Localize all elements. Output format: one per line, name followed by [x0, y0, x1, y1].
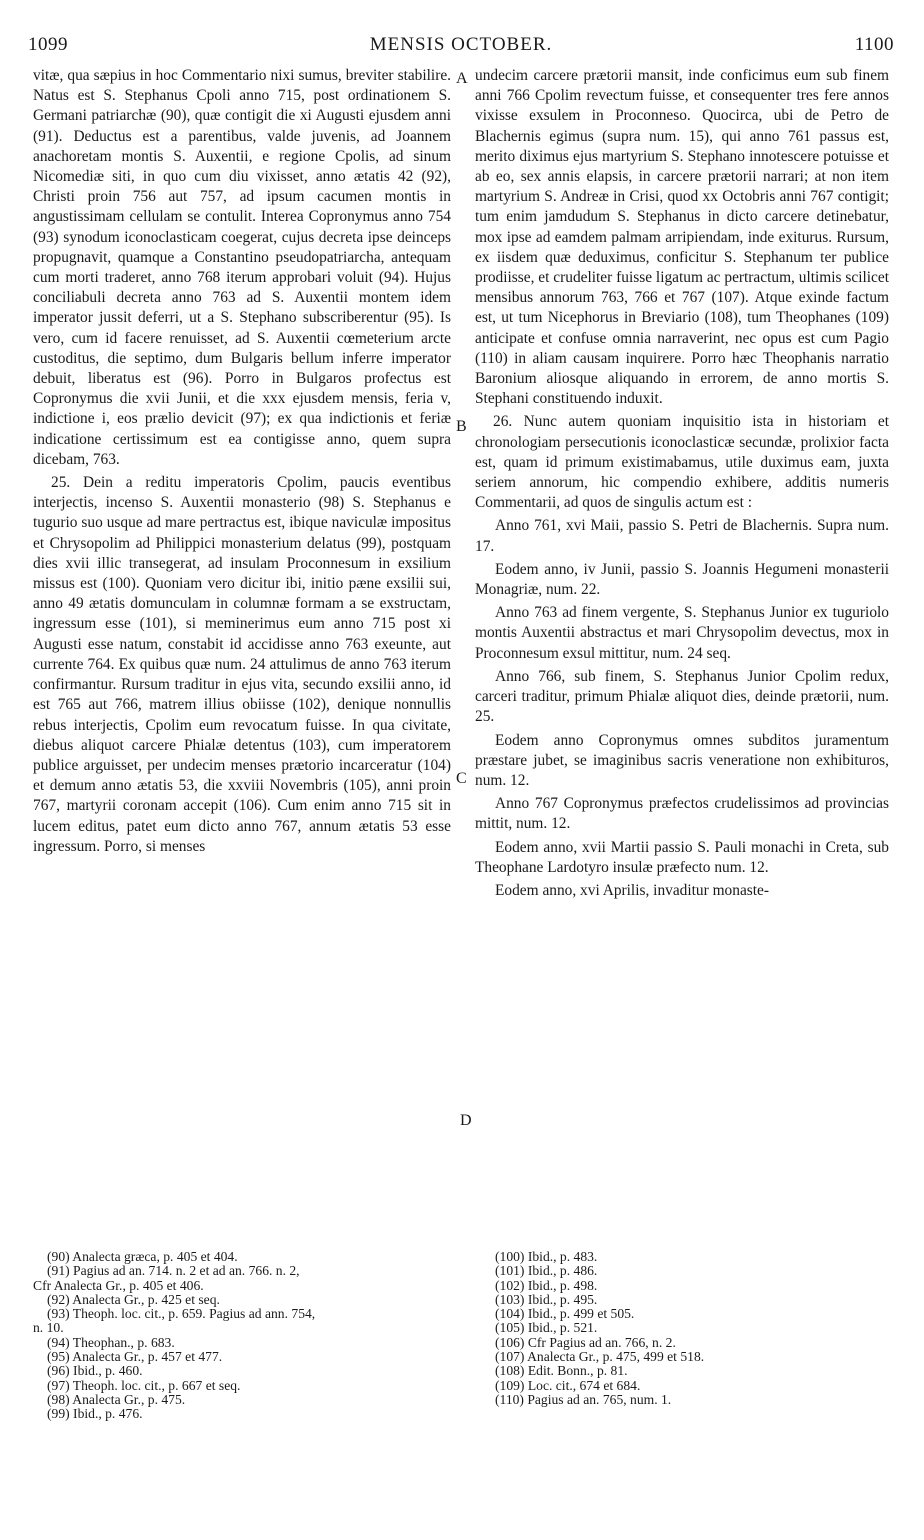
chronology-entry: Eodem anno, iv Junii, passio S. Joannis Hegumeni monasterii Monagriæ, num. 22. [475, 560, 889, 599]
chronology-entry: Eodem anno Copronymus omnes subditos juramentum præstare jubet, se imaginibus sacris veneratione non exhibituros, num. 12. [475, 731, 889, 789]
left-text-column [33, 66, 451, 857]
footnote: (105) Ibid., p. 521. [495, 1320, 598, 1336]
paragraph: vitæ, qua sæpius in hoc Commentario nixi sumus, breviter stabilire. Natus est S. Stephanus Cpoli anno 715, post ordinationem S. Germani patriarchæ (90), quæ contigit die xi Augusti ejusdem anni (91). Deductus est a parentibus, valde juvenis, ad Joannem anachoretam montis S. Auxentii, e regione Cpolis, ad sinum Nicomediæ siti, in quo cum diu vixisset, anno ætatis 42 (92), Christi proin 756 aut 757, ad ipsum cacumen montis in angustissimam cellulam se contulit. Interea Copronymus anno 754 (93) synodum iconoclasticam coegerat, cujus decreta ipse deinceps propugnavit, quamque a Constantino pseudopatriarcha, antequam cum morti traderet, anno 768 iterum approbari voluit (94). Hujus conciliabuli decreta anno 763 ad S. Auxentii montem idem imperator jussit deferri, ut a S. Stephano subscriberentur (95). Is vero, cum id facere renuisset, ad S. Auxentii cœmeterium arcte custoditus, die septimo, dum Bulgaris bellum inferre imperator debuit, liberatus est (96). Porro in Bulgaros profectus est Copronymus die xvii Junii, et die xxx ejusdem mensis, feria v, indictione i, eos prælio devicit (97); ex qua indictionis et feriæ indicatione certissimum est ea contigisse anno, quem supra dicebam, 763. [33, 67, 451, 468]
chronology-entry: Anno 767 Copronymus præfectos crudelissimos ad provincias mittit, num. 12. [475, 795, 889, 833]
footnote: (90) Analecta græca, p. 405 et 404. [47, 1249, 238, 1264]
running-header [28, 34, 894, 60]
footnote: (100) Ibid., p. 483. [495, 1249, 598, 1264]
footnote: (106) Cfr Pagius ad an. 766, n. 2. [495, 1334, 676, 1350]
margin-mark-b: B [456, 418, 467, 435]
footnote: (98) Analecta Gr., p. 475. [47, 1391, 186, 1407]
running-title: MENSIS OCTOBER. [369, 34, 553, 55]
footnote: (93) Theoph. loc. cit., p. 659. Pagius ad ann. 754, [47, 1306, 316, 1322]
footnotes-right [495, 1250, 885, 1407]
chronology-entry: Eodem anno, xvii Martii passio S. Pauli monachi in Creta, sub Theophane Lardotyro insulæ præfecto num. 12. [475, 838, 889, 876]
footnote: (103) Ibid., p. 495. [495, 1291, 598, 1307]
right-text-column [475, 66, 889, 901]
paragraph: 25. Dein a reditu imperatoris Cpolim, paucis eventibus interjectis, incenso S. Auxentii monasterio (98) S. Stephanus e tugurio suo usque ad mare pertractus est, ibique naviculæ impositus et Chrysopolim ad Philippici monasterium delatus (99), postquam dies xvii illic transegerat, ad insulam Proconnesum in exsilium missus est (100). Quoniam vero dicitur ibi, initio pæne exsilii sui, anno 49 ætatis domunculam in columnæ formam a se exstructam, ingressum esse (101), si meminerimus eum anno 715 post xi Augusti esse natum, constabit id accidisse anno 763 exeunte, aut currente 764. Ex quibus quæ num. 24 attulimus de anno 763 iterum confirmantur. Rursum traditur in ejus vita, secundo exsilii anno, id est 765 aut 766, matrem illius obiisse (102), denique nonnullis rebus interjectis, Cpolim eum revocatum fuisse. In qua civitate, diebus aliquot carcere Phialæ detentus (103), cum imperatorem publice arguisset, per undecim menses prætorio incarceratur (104) et demum anno ætatis 53, die xxviii Novembris (105), anni proin 767, martyrii coronam accepit (106). Cum enim anno 715 sit in lucem editus, patet eum dicto anno 767, annum ætatis 53 esse ingressum. Porro, si menses [33, 474, 451, 855]
footnote: (101) Ibid., p. 486. [495, 1263, 598, 1279]
footnote: (109) Loc. cit., 674 et 684. [495, 1377, 641, 1393]
footnote: (102) Ibid., p. 498. [495, 1277, 598, 1293]
footnote: (94) Theophan., p. 683. [47, 1334, 175, 1350]
footnote: (110) Pagius ad an. 765, num. 1. [495, 1391, 672, 1407]
page-number-left: 1099 [28, 34, 68, 55]
footnote: (95) Analecta Gr., p. 457 et 477. [47, 1349, 223, 1365]
footnote: (104) Ibid., p. 499 et 505. [495, 1306, 635, 1322]
footnote: (107) Analecta Gr., p. 475, 499 et 518. [495, 1349, 705, 1365]
footnote: (92) Analecta Gr., p. 425 et seq. [47, 1291, 220, 1307]
footnotes-left [33, 1250, 453, 1422]
footnote: (91) Pagius ad an. 714. n. 2 et ad an. 766. n. 2, [47, 1263, 300, 1279]
chronology-entry: Anno 761, xvi Maii, passio S. Petri de Blachernis. Supra num. 17. [475, 517, 889, 555]
chronology-entry: Anno 763 ad finem vergente, S. Stephanus Junior ex tuguriolo montis Auxentii abstractus et mari Chrysopolim devectus, mox in Proconnesum exsul mittitur, num. 24 seq. [475, 604, 889, 662]
footnote: n. 10. [33, 1320, 64, 1336]
footnote: Cfr Analecta Gr., p. 405 et 406. [33, 1277, 204, 1293]
footnote: (97) Theoph. loc. cit., p. 667 et seq. [47, 1377, 241, 1393]
paragraph: 26. Nunc autem quoniam inquisitio ista in historiam et chronologiam persecutionis iconoclasticæ secundæ, prolixior facta est, quam id primum existimabamus, utile duximus eam, juxta seriem annorum, hic compendio exhibere, additis numeris Commentarii, ad quos de singulis actum est : [475, 413, 889, 512]
footnote: (108) Edit. Bonn., p. 81. [495, 1363, 628, 1379]
page-number-right: 1100 [854, 34, 894, 55]
chronology-entry: Eodem anno, xvi Aprilis, invaditur monaste- [495, 881, 769, 899]
paragraph: undecim carcere prætorii mansit, inde conficimus eum sub finem anni 766 Cpolim revectum fuisse, et consequenter tres fere annos vixisse exsulem in Proconneso. Quocirca, ubi de Petro de Blachernis egimus (supra num. 15), qui anno 761 passus est, merito diximus ejus martyrium S. Stephano innotescere potuisse et ab eo, sex annis elapsis, in carcere prætorii narrari; at non item martyrium S. Andreæ in Crisi, quod xx Octobris anni 767 contigit; tum enim jamdudum S. Stephanus in dicto carcere detinebatur, mox ipse ad eamdem palmam arripiendam, inde exiturus. Rursum, ex iisdem quæ deduximus, conficitur S. Stephanum ter publice prodiisse, et crudeliter fuisse ligatum ac pertractum, ultimis scilicet mensibus annorum 763, 766 et 767 (107). Atque exinde factum est, ut tum Nicephorus in Breviario (108), tum Theophanes (109) anticipate et confuse omnia narraverint, nec opus est cum Pagio (110) in aliam causam inquirere. Porro hæc Theophanis narratio Baronium aliosque aliquando in errorem, de anno mortis S. Stephani constituendo induxit. [475, 67, 889, 408]
footnote: (96) Ibid., p. 460. [47, 1363, 143, 1379]
footnote: (99) Ibid., p. 476. [47, 1406, 143, 1422]
margin-mark-c: C [456, 770, 467, 787]
margin-mark-a: A [456, 70, 468, 87]
margin-mark-d: D [460, 1112, 472, 1129]
chronology-entry: Anno 766, sub finem, S. Stephanus Junior Cpolim redux, carceri traditur, primum Phialæ aliquot dies, deinde prætorii, num. 25. [475, 667, 889, 726]
